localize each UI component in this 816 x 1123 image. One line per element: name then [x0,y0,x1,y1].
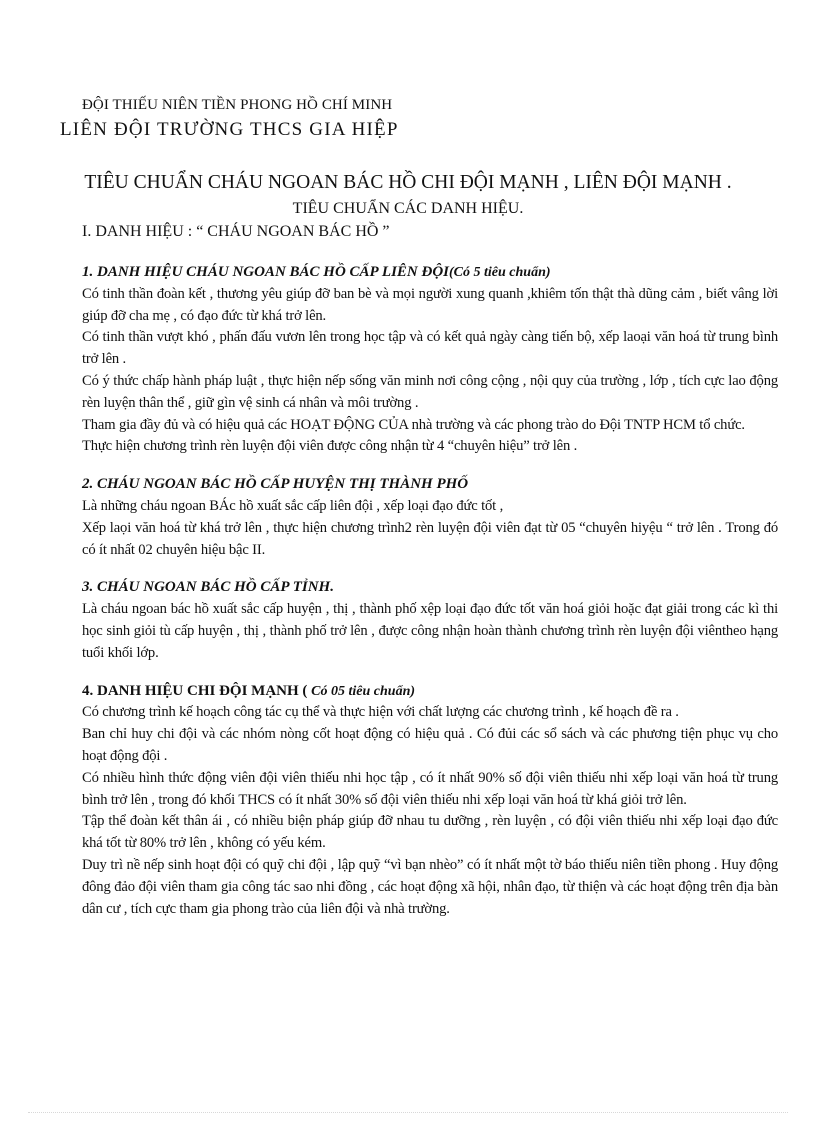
section-3-heading-text: 3. CHÁU NGOAN BÁC HỒ CẤP TỈNH. [82,579,334,596]
section-1-paragraph: Tham gia đầy đủ và có hiệu quả các HOẠT ĐỘNG CỦA nhà trường và các phong trào do Đội TNTP HCM tổ chức. [82,416,745,433]
section-3 [82,577,778,664]
section-3-paragraph: Là cháu ngoan bác hồ xuất sắc cấp huyện , thị , thành phố xệp loại đạo đức tốt văn hoá giỏi hoặc đạt giải trong các kì thi học sinh giỏi tù cấp huyện , thị , thành phố trở lên , được công nhận hoàn thành chương trình rèn luyện đội viêntheo hạng tuổi khối lớp. [82,601,778,661]
school-name: LIÊN ĐỘI TRƯỜNG THCS GIA HIỆP [60,119,399,140]
section-4-heading-note: Có 05 tiêu chuẩn) [311,683,416,699]
section-4-paragraph: Ban chỉ huy chi đội và các nhóm nòng cốt hoạt động có hiệu quả . Có đủi các sổ sách và các phương tiện phục vụ cho hoạt động đội . [82,726,778,764]
section-label: I. DANH HIỆU : “ CHÁU NGOAN BÁC HỒ ” [82,223,390,240]
section-1-paragraph: Có ý thức chấp hành pháp luật , thực hiện nếp sống văn minh nơi công cộng , nội quy của trường , lớp , tích cực lao động rèn luyện thân thể , giữ gìn vệ sinh cá nhân và môi trường . [82,372,778,411]
section-4-heading-text: 4. DANH HIỆU CHI ĐỘI MẠNH ( [82,682,308,699]
section-1-heading [82,262,778,284]
section-2-heading [82,474,778,496]
section-4-heading [82,681,778,703]
organization-name: ĐỘI THIẾU NIÊN TIỀN PHONG HỒ CHÍ MINH [82,97,393,113]
section-1 [82,262,778,458]
document-subtitle: TIÊU CHUẨN CÁC DANH HIỆU. [292,200,524,217]
section-1-heading-text: 1. DANH HIỆU CHÁU NGOAN BÁC HỒ CẤP LIÊN ĐỘI [82,264,449,280]
section-4-paragraph: Duy trì nề nếp sinh hoạt đội có quỹ chi đội , lập quỹ “vì bạn nhèo” có ít nhất một tờ báo thiếu niên tiền phong . Huy động đông đảo đội viên tham gia công tác sao nhi đồng , các hoạt động xã hội, nhân đạo, từ thiện và các hoạt động trên địa bàn dân cư , tích cực tham gia phong trào của liên đội và nhà trường. [82,856,778,917]
section-1-paragraph: Có tinh thần vượt khó , phấn đấu vươn lên trong học tập và có kết quả ngày càng tiến bộ, xếp laoại văn hoá từ trung bình trở lên . [82,329,778,368]
page-bottom-divider [28,1112,788,1113]
document-title: TIÊU CHUẨN CHÁU NGOAN BÁC HỒ CHI ĐỘI MẠNH , LIÊN ĐỘI MẠNH . [84,172,732,193]
section-4-paragraph: Có nhiều hình thức động viên đội viên thiếu nhi học tập , có ít nhất 90% số đội viên thiếu nhi xếp loại văn hoá từ trung bình trở lên , trong đó khối THCS có ít nhất 30% số đội viên thiếu nhi xếp loại văn hoá từ khá giỏi trở lên. [82,769,778,808]
section-4-paragraph: Tập thể đoàn kết thân ái , có nhiều biện pháp giúp đỡ nhau tu dưỡng , rèn luyện , có đội viên thiếu nhi xếp loại đạo đức khá tốt từ 80% trở lên , không có yếu kém. [82,813,778,852]
section-4-paragraph: Có chương trình kế hoạch công tác cụ thể và thực hiện với chất lượng các chương trình , kế hoạch đề ra . [82,704,679,721]
document-body [82,262,778,936]
section-2-heading-text: 2. CHÁU NGOAN BÁC HỒ CẤP HUYỆN THỊ THÀNH PHỐ [82,476,469,493]
section-1-paragraph: Có tinh thần đoàn kết , thương yêu giúp đỡ ban bè và mọi người xung quanh ,khiêm tốn thật thà dũng cảm , biết vâng lời giúp đỡ cha mẹ , có đạo đức từ khá trở lên. [82,285,778,324]
section-2-paragraph: Xếp laọi văn hoá từ khá trở lên , thực hiện chương trình2 rèn luyện đội viên đạt từ 05 “chuyên hiyệu “ trở lên . Trong đó có ít nhất 02 chuyên hiệu bậc II. [82,519,778,558]
section-3-heading [82,577,778,599]
section-4 [82,681,778,921]
section-2-paragraph: Là những cháu ngoan BÁc hồ xuất sắc cấp liên đội , xếp loại đạo đức tốt , [82,497,504,514]
section-2 [82,474,778,561]
section-1-heading-note: (Có 5 tiêu chuẩn) [449,265,551,280]
section-1-paragraph: Thực hiện chương trình rèn luyện đội viên được công nhận từ 4 “chuyên hiệu” trở lên . [82,438,578,455]
